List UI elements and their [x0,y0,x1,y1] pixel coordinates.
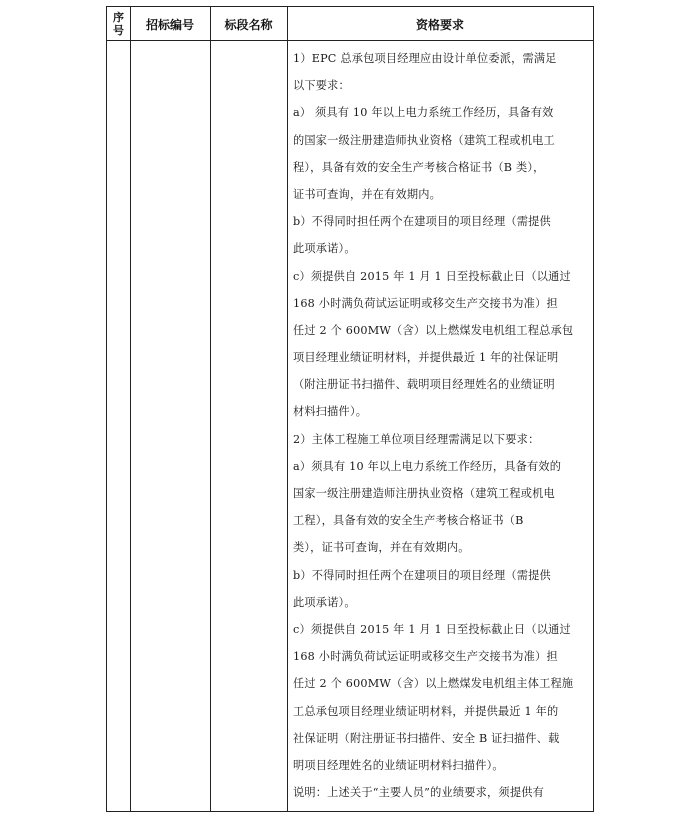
requirement-line: 任过 2 个 600MW（含）以上燃煤发电机组工程总承包 [293,323,574,337]
requirement-line: 的国家一级注册建造师执业资格（建筑工程或机电工 [293,133,555,147]
requirement-line: c）须提供自 2015 年 1 月 1 日至投标截止日（以通过 [293,622,571,636]
requirement-line: 材料扫描件）。 [293,405,368,419]
requirement-line: a） 须具有 10 年以上电力系统工作经历，具备有效 [293,106,554,120]
header-requirements: 资格要求 [415,17,464,32]
header-seq [107,7,130,41]
requirement-line: 社保证明（附注册证书扫描件、安全 B 证扫描件、载 [293,731,560,745]
requirement-line: 明项目经理姓名的业绩证明材料扫描件）。 [293,758,504,772]
header-seq-bottom: 号 [113,24,124,37]
requirement-line: 以下要求： [293,79,350,93]
requirement-line: （附注册证书扫描件、载明项目经理姓名的业绩证明 [293,378,555,392]
requirement-line: 工总承包项目经理业绩证明材料，并提供最近 1 年的 [293,704,559,718]
requirement-line: b）不得同时担任两个在建项目的项目经理（需提供 [293,568,551,582]
requirement-line: 国家一级注册建造师注册执业资格（建筑工程或机电 [293,487,555,500]
requirement-line: 项目经理业绩证明材料，并提供最近 1 年的社保证明 [293,351,559,365]
requirement-line: 此项承诺）。 [293,595,356,609]
requirement-line: 证书可查询，并在有效期内。 [293,187,442,201]
requirement-line: a）须具有 10 年以上电力系统工作经历，具备有效的 [293,459,562,473]
requirement-line: 程），具备有效的安全生产考核合格证书（B 类）， [293,160,545,174]
requirement-line: 2）主体工程施工单位项目经理需满足以下要求： [293,432,540,446]
column-divider [130,7,131,811]
requirement-line: 任过 2 个 600MW（含）以上燃煤发电机组主体工程施 [293,677,574,691]
column-divider [210,7,211,811]
requirement-line: 类），证书可查询，并在有效期内。 [293,541,470,555]
header-section-name: 标段名称 [224,17,273,32]
requirement-line: 168 小时满负荷试运证明或移交生产交接书为准）担 [293,650,558,664]
requirement-line: 此项承诺）。 [293,242,356,256]
column-divider [287,7,288,811]
header-seq-top: 序 [113,11,124,24]
requirement-line: 说明：上述关于“主要人员”的业绩要求，须提供有 [293,786,544,800]
requirement-line: b）不得同时担任两个在建项目的项目经理（需提供 [293,215,551,229]
requirement-line: 168 小时满负荷试运证明或移交生产交接书为准）担 [293,296,558,310]
requirements-cell [293,45,583,806]
requirement-line: 1）EPC 总承包项目经理应由设计单位委派，需满足 [293,52,557,65]
requirement-line: 工程），具备有效的安全生产考核合格证书（B [293,514,524,528]
requirement-line: c）须提供自 2015 年 1 月 1 日至投标截止日（以通过 [293,269,571,283]
header-bid-number: 招标编号 [145,17,194,32]
qualification-table [106,6,594,812]
